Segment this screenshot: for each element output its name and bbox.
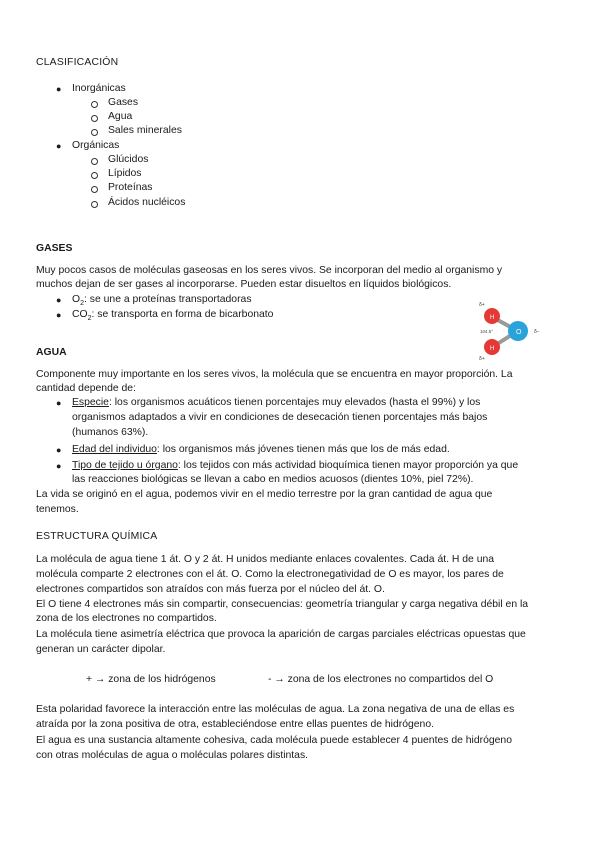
circle-bullet-icon (91, 201, 98, 208)
estructura-paragraph: La molécula de agua tiene 1 át. O y 2 át. H unidos mediante enlaces covalentes. Cada át. H de una (36, 554, 495, 565)
bullet-icon: ● (56, 445, 62, 455)
circle-bullet-icon (91, 172, 98, 179)
agua-paragraph: La vida se originó en el agua, podemos vivir en el medio terrestre por la gran cantidad de agua que (36, 489, 493, 500)
circle-bullet-icon (91, 158, 98, 165)
list-item-line: las reacciones biológicas se llevan a cabo en medios acuosos (dientes 10%, piel 72%). (72, 474, 474, 485)
list-item: Gases (108, 97, 139, 108)
agua-paragraph: tenemos. (36, 504, 79, 515)
estructura-paragraph: zona de los electrones no compartidos. (36, 613, 217, 624)
estructura-title: ESTRUCTURA QUÍMICA (36, 531, 158, 542)
bullet-icon: ● (56, 84, 62, 94)
list-item: Agua (108, 111, 133, 122)
circle-bullet-icon (91, 115, 98, 122)
agua-paragraph: Componente muy importante en los seres vivos, la molécula que se encuentra en mayor proporción. La (36, 369, 513, 380)
list-item: Edad del individuo: los organismos más jóvenes tienen más que los de más edad. (72, 444, 450, 455)
charge-label: δ+ (479, 356, 485, 362)
agua-title: AGUA (36, 347, 67, 358)
estructura-paragraph: molécula comparte 2 electrones con el át. O. Como la electronegatividad de O es mayor, los pares de (36, 569, 504, 580)
bullet-icon: ● (56, 141, 62, 151)
list-item: Orgánicas (72, 140, 120, 151)
list-item-line: organismos adaptados a vivir en condiciones de desecación tienen porcentajes más bajos (72, 412, 488, 423)
bullet-icon: ● (56, 295, 62, 305)
list-item: Glúcidos (108, 154, 149, 165)
list-item-line: (humanos 63%). (72, 427, 149, 438)
bullet-icon: ● (56, 461, 62, 471)
co2-item: $CO_2$: se transporta en forma de bicarbonato (72, 309, 274, 323)
list-item: Especie: los organismos acuáticos tienen porcentajes muy elevados (hasta el 99%) y los (72, 397, 481, 408)
dipole-negative-line: - → zona de los electrones no compartidos del O (268, 674, 494, 685)
estructura-paragraph: atraída por la zona positiva de otra, estableciéndose entre ellas puentes de hidrógeno. (36, 719, 435, 730)
bullet-icon: ● (56, 398, 62, 408)
circle-bullet-icon (91, 101, 98, 108)
o2-item: $O_2$: se une a proteínas transportadoras (72, 294, 252, 308)
gases-paragraph: Muy pocos casos de moléculas gaseosas en los seres vivos. Se incorporan del medio al organismo y (36, 265, 503, 276)
o-atom-label: O (516, 329, 522, 336)
estructura-paragraph: generan un carácter dipolar. (36, 644, 166, 655)
circle-bullet-icon (91, 129, 98, 136)
list-item: Ácidos nucléicos (108, 197, 186, 208)
dipole-positive-line: + → zona de los hidrógenos (86, 674, 216, 685)
gases-title: GASES (36, 243, 73, 254)
estructura-paragraph: La molécula tiene asimetría eléctrica que provoca la aparición de cargas parciales eléctricas opuestas que (36, 629, 526, 640)
list-item: Sales minerales (108, 125, 182, 136)
circle-bullet-icon (91, 186, 98, 193)
h-atom-label: H (490, 346, 495, 352)
list-item: Tipo de tejido u órgano: los tejidos con más actividad bioquímica tienen mayor proporción ya que (72, 460, 519, 471)
gases-paragraph: muchos dejan de ser gases al incorporarse. Pueden estar disueltos en líquidos biológicos. (36, 279, 452, 290)
h-atom-label: H (490, 315, 495, 321)
estructura-paragraph: con otras moléculas de agua o moléculas polares distintas. (36, 750, 309, 761)
list-item: Inorgánicas (72, 83, 126, 94)
list-item: Lípidos (108, 168, 142, 179)
estructura-paragraph: Esta polaridad favorece la interacción entre las moléculas de agua. La zona negativa de una de ellas es (36, 704, 515, 715)
estructura-paragraph: El O tiene 4 electrones más sin compartir, consecuencias: geometría triangular y carga negativa débil en la (36, 599, 529, 610)
classification-title: CLASIFICACIÓN (36, 57, 119, 68)
angle-label: 104.5° (480, 329, 494, 334)
charge-label: δ+ (479, 302, 485, 308)
estructura-paragraph: electrones compartidos son atraídos con más fuerza por el núcleo del át. O. (36, 584, 385, 595)
list-item: Proteínas (108, 182, 153, 193)
bullet-icon: ● (56, 310, 62, 320)
charge-label: δ− (534, 329, 540, 335)
estructura-paragraph: El agua es una sustancia altamente cohesiva, cada molécula puede establecer 4 puentes de hidrógeno (36, 735, 512, 746)
water-molecule-image (476, 300, 546, 362)
agua-paragraph: cantidad depende de: (36, 383, 136, 394)
